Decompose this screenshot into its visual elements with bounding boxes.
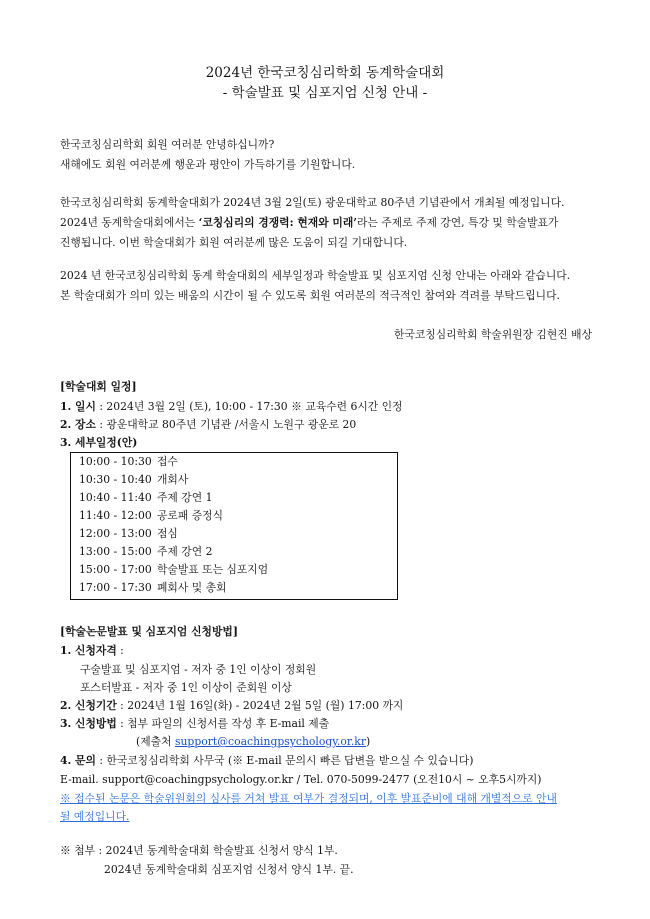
date-label: 1. 일시 (60, 400, 96, 413)
contact-item (60, 751, 600, 771)
method-item (60, 714, 600, 734)
attachment-line-2: 2024년 동계학술대회 심포지엄 신청서 양식 1부. 끝. (104, 863, 354, 876)
intro-line-2-post: 라는 주제로 주제 강연, 특강 및 학술발표가 (357, 216, 559, 229)
venue-value: : 광운대학교 80주년 기념관 /서울시 노원구 광운로 20 (95, 418, 357, 431)
date-value: : 2024년 3월 2일 (토), 10:00 - 17:30 ※ 교육수련 6시간 인정 (95, 400, 403, 413)
submit-email-link[interactable]: support@coachingpsychology.or.kr (174, 735, 366, 748)
schedule-row: 13:00 - 15:00 주제 강연 2 (79, 545, 213, 558)
para2-line-2: 본 학술대회가 의미 있는 배움의 시간이 될 수 있도록 회원 여러분의 적극적인 참여와 격려를 부탁드립니다. (60, 289, 560, 302)
intro-line-1: 한국코칭심리학회 동계학술대회가 2024년 3월 2일(토) 광운대학교 80주년 기념관에서 개최될 예정입니다. (60, 196, 565, 209)
intro-line-2-pre: 2024년 동계학술대회에서는 (60, 216, 199, 229)
method-label: 3. 신청방법 (60, 717, 117, 730)
schedule-row: 10:40 - 11:40 주제 강연 1 (79, 491, 213, 504)
method-value: : 첨부 파일의 신청서를 작성 후 E-mail 제출 (116, 717, 330, 730)
review-note-line-1: ※ 접수된 논문은 학술위원회의 심사를 거쳐 발표 여부가 결정되며, 이후 발표준비에 대해 개별적으로 안내 (60, 792, 557, 805)
para2-line-1: 2024 년 한국코칭심리학회 동계 학술대회의 세부일정과 학술발표 및 심포지엄 신청 안내는 아래와 같습니다. (60, 269, 571, 282)
venue-label: 2. 장소 (60, 418, 96, 431)
intro-line-2 (60, 213, 600, 233)
submit-to: (제출처 support@coachingpsychology.or.kr) (136, 735, 371, 748)
eligibility-oral: 구술발표 및 심포지엄 - 저자 중 1인 이상이 정회원 (80, 663, 317, 676)
detailed-schedule-label: 3. 세부일정(안) (60, 436, 138, 449)
eligibility-item: 1. 신청자격 : (60, 644, 124, 657)
eligibility-label: 1. 신청자격 (60, 644, 117, 657)
schedule-row: 17:00 - 17:30 폐회사 및 총회 (79, 581, 227, 594)
period-item (60, 696, 600, 716)
greeting-line-1: 한국코칭심리학회 회원 여러분 안녕하십니까? (60, 138, 275, 151)
conference-theme: ‘코칭심리의 경쟁력: 현재와 미래’ (198, 216, 358, 229)
contact-label: 4. 문의 (60, 754, 96, 767)
eligibility-poster: 포스터발표 - 저자 중 1인 이상이 준회원 이상 (80, 681, 292, 694)
schedule-row: 15:00 - 17:00 학술발표 또는 심포지엄 (79, 563, 269, 576)
contact-value: : 한국코칭심리학회 사무국 (※ E-mail 문의시 빠른 답변을 받으실 수 있습니다) (95, 754, 474, 767)
schedule-item-venue (60, 415, 600, 435)
schedule-header: [학술대회 일정] (60, 380, 137, 393)
schedule-table (70, 452, 398, 600)
signature: 한국코칭심리학회 학술위원장 김현진 배상 (393, 328, 592, 341)
apply-header: [학술논문발표 및 심포지엄 신청방법] (60, 625, 238, 638)
schedule-item-date (60, 397, 600, 417)
schedule-row: 10:00 - 10:30 접수 (79, 455, 178, 468)
attachment-line-1: ※ 첨부 : 2024년 동계학술대회 학술발표 신청서 양식 1부. (60, 844, 338, 857)
intro-line-3: 진행됩니다. 이번 학술대회가 회원 여러분께 많은 도움이 되길 기대합니다. (60, 236, 408, 249)
contact-line-2: E-mail. support@coachingpsychology.or.kr / Tel. 070-5099-2477 (오전10시 ~ 오후5시까지) (60, 773, 542, 786)
schedule-row: 10:30 - 10:40 개회사 (79, 473, 189, 486)
schedule-row: 12:00 - 13:00 점심 (79, 527, 178, 540)
schedule-row: 11:40 - 12:00 공로패 증정식 (79, 509, 224, 522)
period-label: 2. 신청기간 (60, 699, 117, 712)
document-title: 2024년 한국코칭심리학회 동계학술대회 (205, 65, 445, 81)
greeting-line-2: 새해에도 회원 여러분께 행운과 평안이 가득하기를 기원합니다. (60, 158, 356, 171)
review-note-line-2: 될 예정입니다. (60, 810, 130, 823)
period-value: : 2024년 1월 16일(화) - 2024년 2월 5일 (월) 17:00 까지 (116, 699, 404, 712)
document-subtitle: - 학술발표 및 심포지엄 신청 안내 - (222, 85, 428, 101)
